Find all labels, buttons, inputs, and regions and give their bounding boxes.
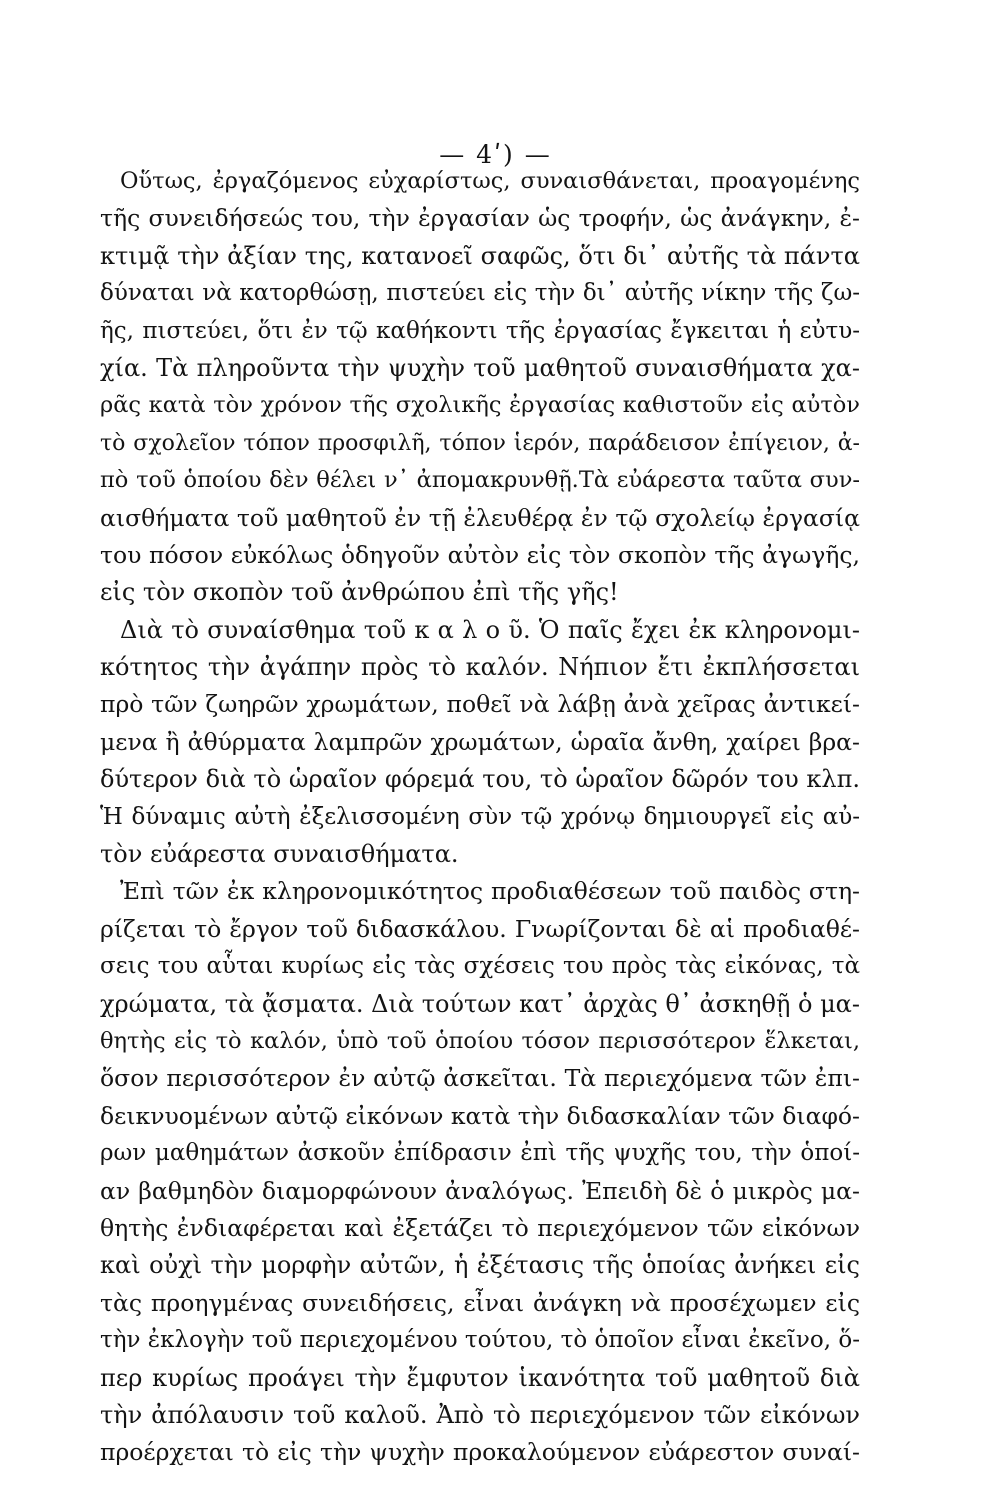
text-line: τῆς συνειδήσεώς του, τὴν ἐργασίαν ὡς τροφήν, ὡς ἀνάγκην, ἐ- [100, 204, 860, 233]
text-line: Ἡ δύναμις αὐτὴ ἐξελισσομένη σὺν τῷ χρόνῳ δημιουργεῖ εἰς αὐ- [100, 803, 860, 830]
text-line: του πόσον εὐκόλως ὁδηγοῦν αὐτὸν εἰς τὸν σκοπὸν τῆς ἀγωγῆς, [100, 540, 860, 569]
text-line: ῆς, πιστεύει, ὅτι ἐν τῷ καθήκοντι τῆς ἐργασίας ἔγκειται ἡ εὐτυ- [100, 317, 860, 344]
text-line: δύτερον διὰ τὸ ὡραῖον φόρεμά του, τὸ ὡραῖον δῶρόν του κλπ. [100, 765, 860, 794]
text-line: μενα ἢ ἀθύρματα λαμπρῶν χρωμάτων, ὡραῖα ἄνθη, χαίρει βρα- [100, 727, 860, 756]
text-line: κτιμᾷ τὴν ἀξίαν της, κατανοεῖ σαφῶς, ὅτι δι᾽ αὐτῆς τὰ πάντα [100, 241, 860, 270]
text-line: εἰς τὸν σκοπὸν τοῦ ἀνθρώπου ἐπὶ τῆς γῆς! [100, 578, 619, 607]
body-text [100, 163, 860, 1472]
text-line: περ κυρίως προάγει τὴν ἔμφυτον ἱκανότητα τοῦ μαθητοῦ διὰ [100, 1363, 860, 1392]
text-line: σεις του αὗται κυρίως εἰς τὰς σχέσεις του πρὸς τὰς εἰκόνας, τὰ [100, 953, 860, 980]
text-line: προέρχεται τὸ εἰς τὴν ψυχὴν προκαλούμενον εὐάρεστον συναί- [100, 1438, 860, 1467]
text-line: Ἐπὶ τῶν ἐκ κληρονομικότητος προδιαθέσεων τοῦ παιδὸς στη- [120, 877, 860, 906]
text-line: καὶ οὐχὶ τὴν μορφὴν αὐτῶν, ἡ ἐξέτασις τῆς ὁποίας ἀνήκει εἰς [100, 1251, 860, 1280]
text-line: ρων μαθημάτων ἀσκοῦν ἐπίδρασιν ἐπὶ τῆς ψυχῆς του, τὴν ὁποί- [100, 1140, 860, 1167]
text-line: δεικνυομένων αὐτῷ εἰκόνων κατὰ τὴν διδασκαλίαν τῶν διαφό- [100, 1101, 860, 1130]
text-line: αν βαθμηδὸν διαμορφώνουν ἀναλόγως. Ἐπειδὴ δὲ ὁ μικρὸς μα- [100, 1176, 860, 1205]
text-line: τὴν ἐκλογὴν τοῦ περιεχομένου τούτου, τὸ ὁποῖον εἶναι ἐκεῖνο, ὅ- [100, 1327, 860, 1354]
text-line: χρώματα, τὰ ᾄσματα. Διὰ τούτων κατ᾽ ἀρχὰς θ᾽ ἀσκηθῇ ὁ μα- [100, 989, 860, 1018]
text-line: αισθήματα τοῦ μαθητοῦ ἐν τῇ ἐλευθέρᾳ ἐν τῷ σχολείῳ ἐργασίᾳ [100, 503, 860, 532]
text-line: τὸ σχολεῖον τόπον προσφιλῆ, τόπον ἱερόν, παράδεισον ἐπίγειον, ἀ- [100, 430, 860, 456]
text-line: πὸ τοῦ ὁποίου δὲν θέλει ν᾽ ἀπομακρυνθῇ.Τὰ εὐάρεστα ταῦτα συν- [100, 467, 860, 494]
page-number: — 4ʹ) — [439, 140, 552, 169]
text-line: ρᾶς κατὰ τὸν χρόνον τῆς σχολικῆς ἐργασίας καθιστοῦν εἰς αὐτὸν [100, 392, 860, 419]
text-line: τὸν εὐάρεστα συναισθήματα. [100, 840, 459, 869]
text-line: θητὴς εἰς τὸ καλόν, ὑπὸ τοῦ ὁποίου τόσον περισσότερον ἕλκεται, [100, 1027, 860, 1054]
text-line: Οὕτως, ἐργαζόμενος εὐχαρίστως, συναισθάνεται, προαγομένης [120, 168, 860, 194]
text-line: κότητος τὴν ἀγάπην πρὸς τὸ καλόν. Νήπιον ἔτι ἐκπλήσσεται [100, 653, 860, 682]
text-line: δύναται νὰ κατορθώσῃ, πιστεύει εἰς τὴν δι᾽ αὐτῆς νίκην τῆς ζω- [100, 280, 860, 307]
text-line: χία. Τὰ πληροῦντα τὴν ψυχὴν τοῦ μαθητοῦ συναισθήματα χα- [100, 353, 860, 382]
text-line: ρίζεται τὸ ἔργον τοῦ διδασκάλου. Γνωρίζονται δὲ αἱ προδιαθέ- [100, 914, 860, 943]
text-line: ὅσον περισσότερον ἐν αὐτῷ ἀσκεῖται. Τὰ περιεχόμενα τῶν ἐπι- [100, 1064, 860, 1093]
text-line: Διὰ τὸ συναίσθημα τοῦ κ α λ ο ῦ. Ὁ παῖς ἔχει ἐκ κληρονομι- [120, 615, 860, 644]
text-line: τὴν ἀπόλαυσιν τοῦ καλοῦ. Ἀπὸ τὸ περιεχόμενον τῶν εἰκόνων [100, 1400, 860, 1429]
text-line: πρὸ τῶν ζωηρῶν χρωμάτων, ποθεῖ νὰ λάβῃ ἀνὰ χεῖρας ἀντικεί- [100, 690, 860, 719]
text-line: τὰς προηγμένας συνειδήσεις, εἶναι ἀνάγκη νὰ προσέχωμεν εἰς [100, 1288, 860, 1317]
text-line: θητὴς ἐνδιαφέρεται καὶ ἐξετάζει τὸ περιεχόμενον τῶν εἰκόνων [100, 1213, 860, 1242]
